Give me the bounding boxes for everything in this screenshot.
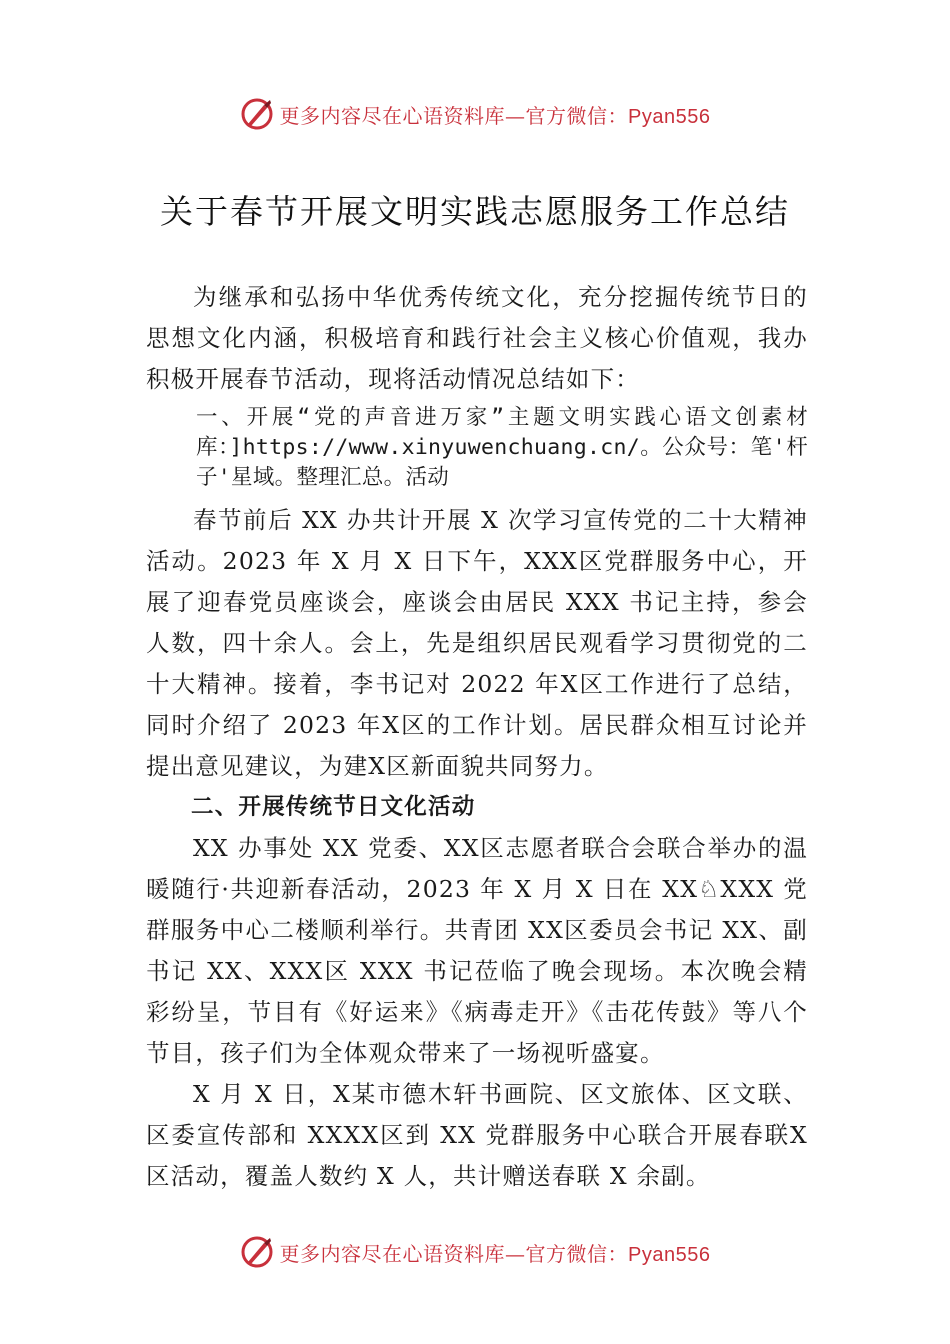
quill-pen-logo-icon — [240, 97, 274, 131]
section-one-heading: 一、开展“党的声音进万家”主题文明实践心语文创素材库：]https://www.xinyuwenchuang.cn/。公众号：笔'杆子'星域。整理汇总。活动 — [196, 405, 808, 490]
paragraph-intro: 为继承和弘扬中华优秀传统文化，充分挖掘传统节日的思想文化内涵，积极培育和践行社会主义核心价值观，我办积极开展春节活动，现将活动情况总结如下： — [146, 283, 808, 393]
watermark-wechat-id: Pyan556 — [628, 1243, 711, 1266]
document-title: 关于春节开展文明实践志愿服务工作总结 — [160, 192, 790, 231]
paragraph-section-two-a: XX 办事处 XX 党委、XX区志愿者联合会联合举办的温暖随行·共迎新春活动，2023 年 X 月 X 日在 XX♘XXX 党群服务中心二楼顺利举行。共青团 XX区委员会书记 XX、副书记 XX、XXX区 XXX 书记莅临了晚会现场。本次晚会精彩纷呈，节目有《好运来》《病毒走开》《击花传鼓》等八个节目，孩子们为全体观众带来了一场视听盛宴。 — [146, 834, 808, 1067]
paragraph-section-one: 春节前后 XX 办共计开展 X 次学习宣传党的二十大精神活动。2023 年 X 月 X 日下午，XXX区党群服务中心，开展了迎春党员座谈会，座谈会由居民 XXX 书记主持，参会人数，四十余人。会上，先是组织居民观看学习贯彻党的二十大精神。接着，李书记对 2022 年X区工作进行了总结，同时介绍了 2023 年X区的工作计划。居民群众相互讨论并提出意见建议，为建X区新面貌共同努力。 — [146, 506, 808, 780]
watermark-text — [280, 1238, 711, 1267]
header-watermark — [0, 94, 950, 134]
document-body — [146, 277, 808, 1197]
footer-watermark — [0, 1232, 950, 1272]
watermark-text — [280, 100, 711, 129]
quill-pen-logo-icon — [240, 1235, 274, 1269]
paragraph-section-two-b: X 月 X 日，X某市德木轩书画院、区文旅体、区文联、区委宣传部和 XXXX区到 XX 党群服务中心联合开展春联X区活动，覆盖人数约 X 人，共计赠送春联 X 余副。 — [146, 1080, 808, 1190]
watermark-text-cn: 更多内容尽在心语资料库—官方微信： — [279, 103, 629, 128]
section-two-heading: 二、开展传统节日文化活动 — [191, 794, 476, 820]
watermark-text-cn: 更多内容尽在心语资料库—官方微信： — [279, 1241, 629, 1266]
watermark-wechat-id: Pyan556 — [628, 105, 711, 128]
